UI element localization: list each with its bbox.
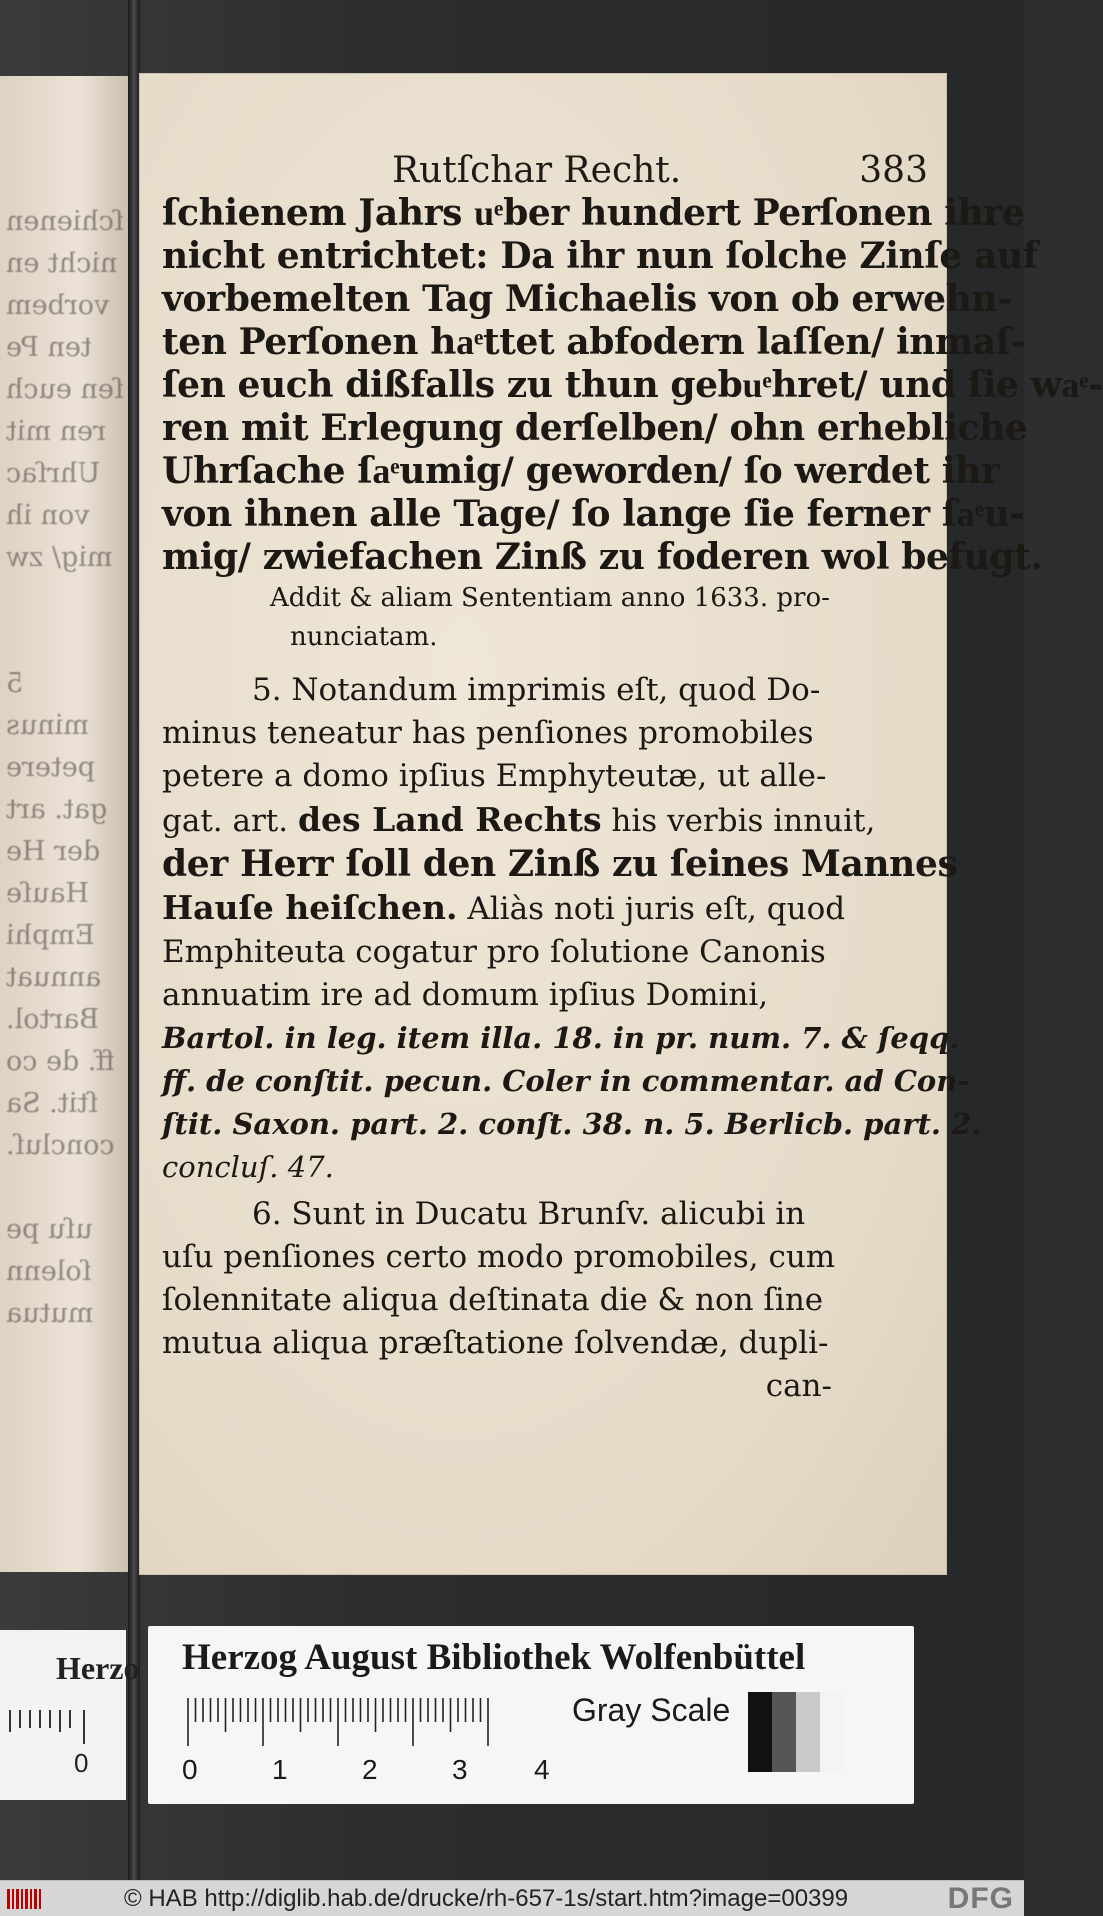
- left-page-line: Hauſe: [6, 878, 90, 909]
- library-name: Herzog August Bibliothek Wolfenbüttel: [182, 1637, 806, 1678]
- paragraph-5-line: petere a domo ipſius Emphyteutæ, ut alle-: [162, 758, 827, 794]
- left-page-line: Bartol.: [6, 1004, 100, 1035]
- left-page-line: nicht en: [6, 248, 118, 279]
- fraktur-phrase: Hauſe heiſchen.: [162, 888, 458, 927]
- left-page-line: Uhrſac: [6, 458, 101, 489]
- scale-number: 0: [182, 1754, 198, 1785]
- copyright-url: © HAB http://diglib.hab.de/drucke/rh-657-1s/start.htm?image=00399: [124, 1885, 849, 1912]
- target-left-title: Herzo: [56, 1650, 140, 1686]
- citation-line: ſtit. Saxon. part. 2. conſt. 38. n. 5. Berlicb. part. 2.: [162, 1107, 982, 1141]
- color-target-left-fragment: [0, 1630, 140, 1800]
- left-page-line: concluſ.: [6, 1130, 115, 1161]
- paragraph-6-line: mutua aliqua præſtatione ſolvendæ, dupli-: [162, 1325, 829, 1361]
- book-spine: [128, 0, 140, 1880]
- left-page-line: ren mit: [6, 416, 106, 447]
- fraktur-line: Uhrſache ſaͤumig/ geworden/ ſo werdet ihr: [162, 450, 1000, 492]
- left-page-line: mig/ zw: [6, 542, 113, 573]
- paragraph-5-line: minus teneatur has penſiones promobiles: [162, 715, 814, 751]
- measurement-ruler: [186, 1698, 506, 1748]
- left-page-line: von ih: [6, 500, 90, 531]
- page-text: [162, 192, 1103, 1408]
- left-page-line: ſtit. Sa: [6, 1088, 99, 1119]
- latin-text: Aliàs noti juris eſt, quod: [457, 891, 846, 927]
- addit-line: nunciatam.: [290, 622, 438, 652]
- dfg-logo: DFG: [947, 1882, 1014, 1915]
- gray-swatch: [772, 1692, 796, 1772]
- left-page-line: ſen euch: [6, 374, 124, 405]
- paragraph-5-line: [162, 798, 876, 843]
- scale-number: 4: [534, 1754, 550, 1785]
- paragraph-6-line: ſolennitate aliqua deſtinata die & non ſine: [162, 1282, 824, 1318]
- barcode-icon: [6, 1887, 46, 1911]
- fraktur-line: vorbemelten Tag Michaelis von ob erwehn-: [162, 278, 1012, 320]
- left-page-line: der He: [6, 836, 101, 867]
- footer-bar: [0, 1880, 1024, 1916]
- paragraph-6-line: 6. Sunt in Ducatu Brunſv. alicubi in: [252, 1196, 806, 1232]
- gray-swatch: [796, 1692, 820, 1772]
- left-page-line: petere: [6, 752, 95, 783]
- fraktur-line: nicht entrichtet: Da ihr nun ſolche Zinſe auf: [162, 235, 1038, 277]
- paragraph-6-line: uſu penſiones certo modo promobiles, cum: [162, 1239, 836, 1275]
- scale-number: 1: [272, 1754, 288, 1785]
- paragraph-5-line: [162, 886, 872, 931]
- fraktur-line: ren mit Erlegung derſelben/ ohn erhebliche: [162, 407, 1028, 449]
- paragraph-5-line: 5. Notandum imprimis eſt, quod Do-: [252, 672, 821, 708]
- left-page-line: gat. art: [6, 794, 108, 825]
- fraktur-line: ſchienem Jahrs uͤber hundert Perſonen ihre: [162, 192, 1025, 234]
- latin-text: his verbis innuit,: [601, 803, 876, 839]
- citation-line: concluſ. 47.: [162, 1150, 334, 1184]
- fraktur-phrase: des Land Rechts: [297, 800, 602, 839]
- book-page: [140, 74, 1103, 1574]
- gray-scale-label: Gray Scale: [572, 1692, 731, 1728]
- left-page-line: ff. de co: [6, 1046, 115, 1077]
- catchword: can-: [765, 1368, 832, 1404]
- running-head: Rutſchar Recht.: [392, 150, 682, 191]
- gray-swatch: [820, 1692, 844, 1772]
- fraktur-line: von ihnen alle Tage/ ſo lange ſie ferner ſaͤu-: [162, 493, 1025, 535]
- page-header: [392, 150, 992, 194]
- paragraph-5-line: annuatim ire ad domum ipſius Domini,: [162, 977, 769, 1013]
- gray-swatches: [748, 1692, 844, 1772]
- fraktur-line: mig/ zwiefachen Zinß zu foderen wol befugt.: [162, 536, 1043, 578]
- ruler-fragment: [0, 1700, 126, 1760]
- left-page-line: ſolenn: [6, 1256, 92, 1287]
- fraktur-line: ten Perſonen haͤttet abfodern laſſen/ inmaſ-: [162, 321, 1026, 363]
- left-page-line: minus: [6, 710, 89, 741]
- left-neighbor-page: [0, 76, 132, 1572]
- target-left-zero: 0: [74, 1748, 89, 1778]
- citation-line: ff. de conſtit. pecun. Coler in commentar. ad Con-: [162, 1064, 970, 1098]
- scale-number: 3: [452, 1754, 468, 1785]
- left-page-line: ten Pe: [6, 332, 92, 363]
- scale-number: 2: [362, 1754, 378, 1785]
- left-page-line: Emphi: [6, 920, 95, 951]
- addit-line: Addit & aliam Sententiam anno 1633. pro-: [270, 583, 830, 613]
- paragraph-5-line: Emphiteuta cogatur pro ſolutione Canonis: [162, 934, 826, 970]
- fraktur-line: der Herr ſoll den Zinß zu ſeines Mannes: [162, 843, 958, 885]
- citation-line: Bartol. in leg. item illa. 18. in pr. num. 7. & ſeqq.: [162, 1021, 960, 1055]
- fraktur-line: ſen euch dißfalls zu thun gebuͤhret/ und ſie waͤ-: [162, 364, 1103, 406]
- left-page-line: vorbem: [6, 290, 110, 321]
- color-target: [148, 1626, 914, 1804]
- page-number: 383: [859, 150, 928, 191]
- left-page-line: mutua: [6, 1298, 94, 1329]
- latin-text: gat. art.: [162, 803, 298, 839]
- left-page-line: ſchienen: [6, 206, 124, 237]
- gray-swatch: [748, 1692, 772, 1772]
- left-page-line: uſu pe: [6, 1214, 93, 1245]
- left-page-line: 5: [6, 668, 24, 699]
- left-page-line: annuat: [6, 962, 102, 993]
